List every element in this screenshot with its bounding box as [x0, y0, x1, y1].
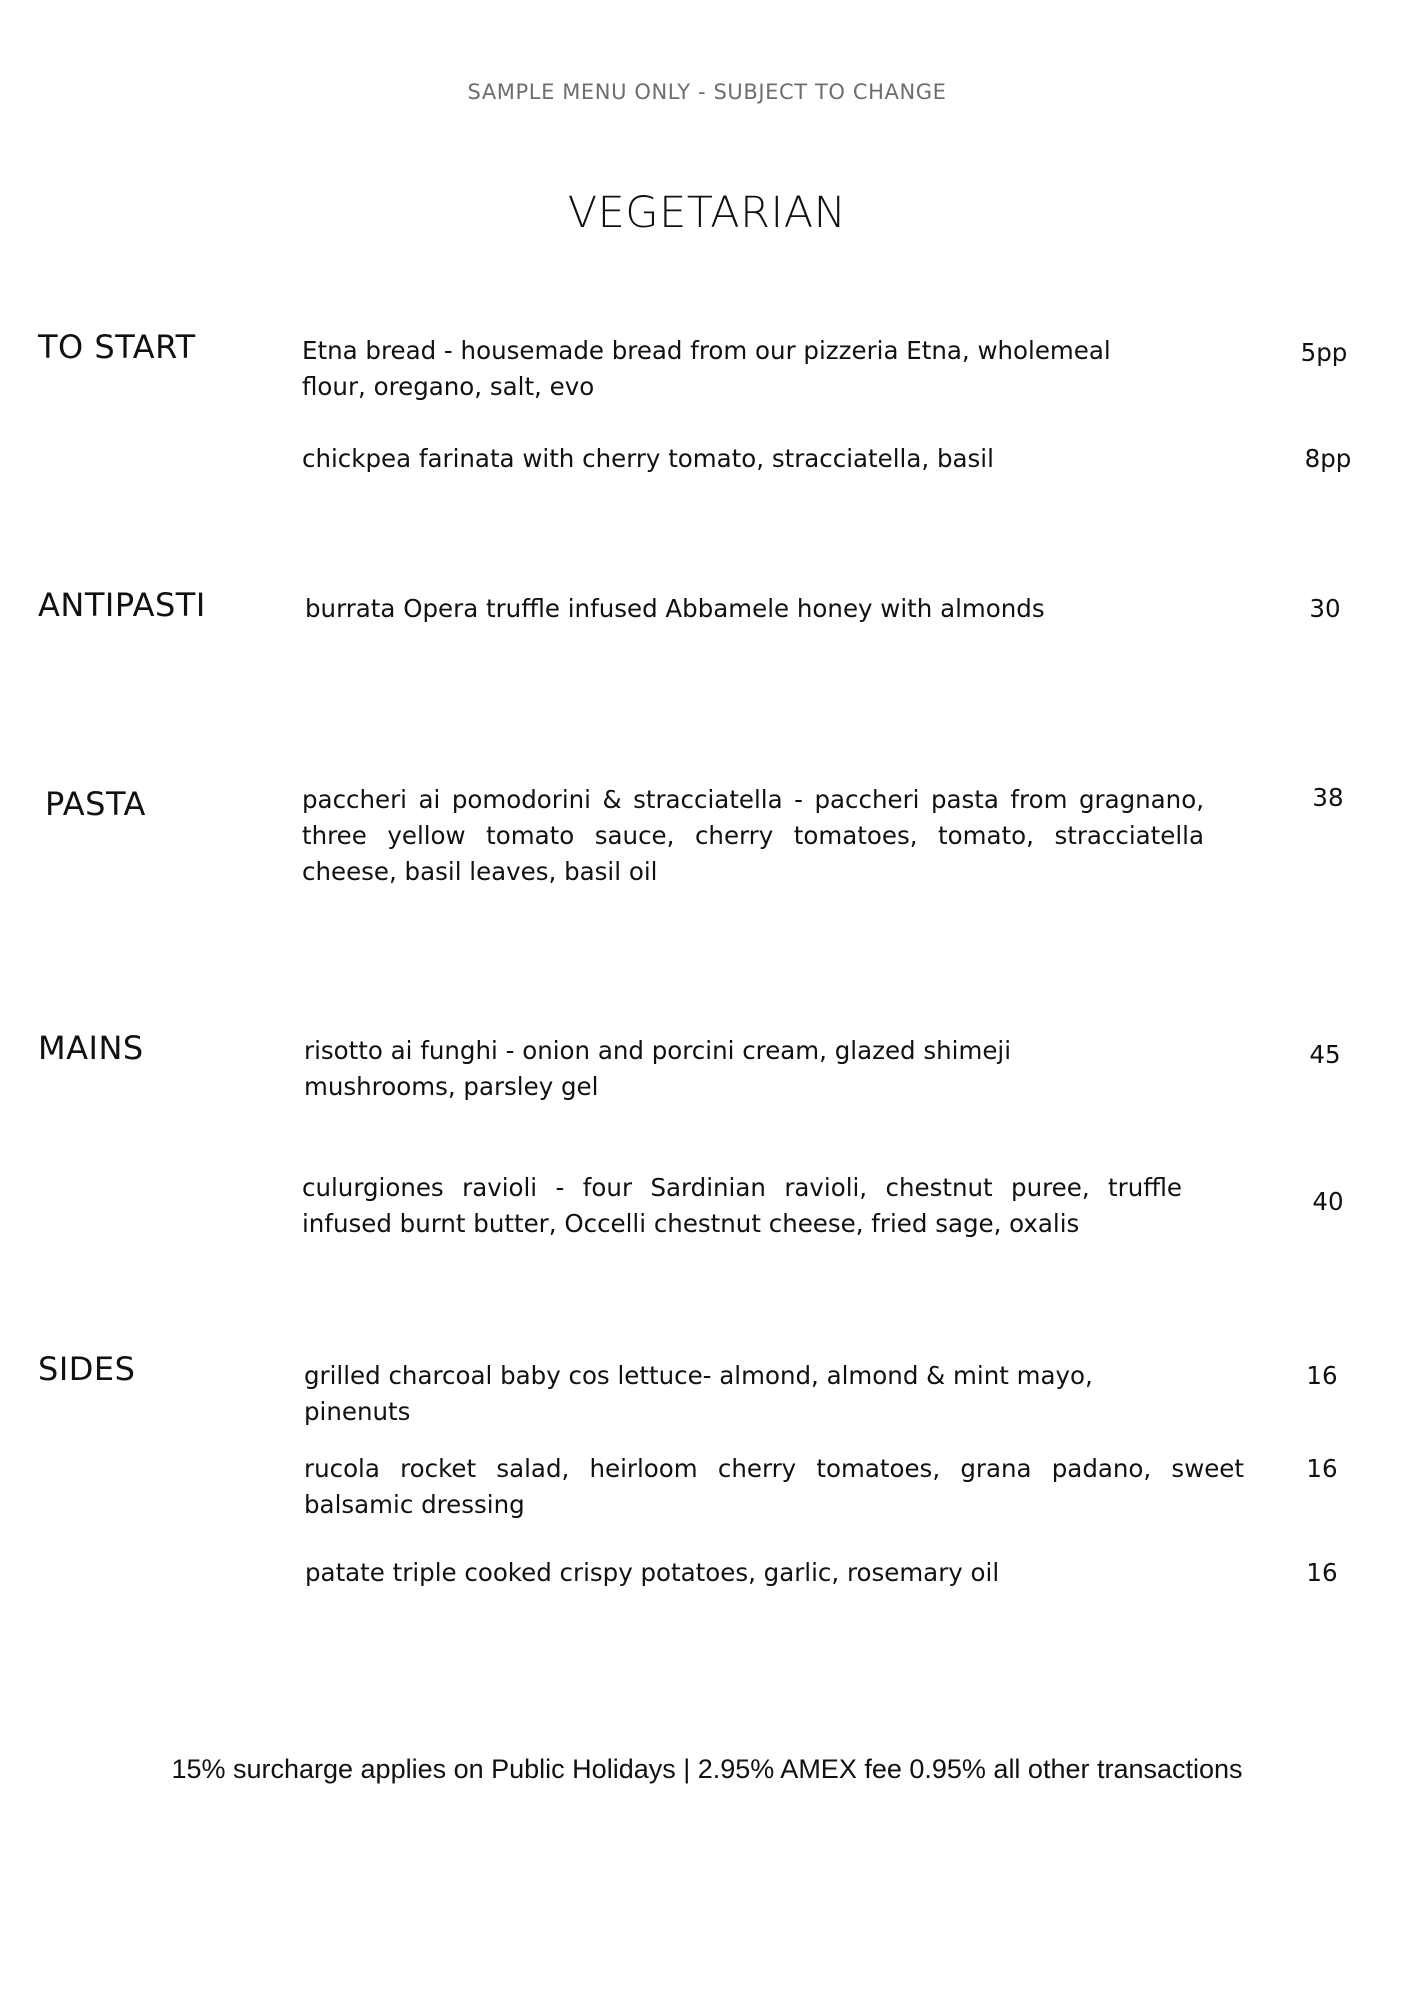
section-label-sides: SIDES: [38, 1350, 136, 1388]
menu-item-description: Etna bread - housemade bread from our pizzeria Etna, wholemeal flour, oregano, salt, evo: [302, 336, 1111, 401]
section-label-antipasti: ANTIPASTI: [38, 586, 206, 624]
menu-item-price: 38: [1312, 783, 1344, 812]
menu-item-price: 8pp: [1304, 444, 1352, 473]
menu-item-price: 5pp: [1300, 338, 1348, 367]
menu-item-price: 16: [1306, 1558, 1338, 1587]
menu-item-description: patate triple cooked crispy potatoes, garlic, rosemary oil: [305, 1558, 1000, 1587]
menu-item-price: 40: [1312, 1187, 1344, 1216]
section-label-pasta: PASTA: [45, 785, 146, 823]
section-label-mains: MAINS: [38, 1029, 144, 1067]
surcharge-note: 15% surcharge applies on Public Holidays | 2.95% AMEX fee 0.95% all other transactions: [171, 1754, 1243, 1784]
sample-menu-notice: SAMPLE MENU ONLY - SUBJECT TO CHANGE: [467, 80, 947, 104]
menu-item-description: rucola rocket salad, heirloom cherry tomatoes, grana padano, sweet balsamic dressing: [304, 1454, 1244, 1519]
menu-item-price: 16: [1306, 1454, 1338, 1483]
menu-item-price: 45: [1309, 1040, 1341, 1069]
menu-item-price: 30: [1309, 594, 1341, 623]
menu-item-description: risotto ai funghi - onion and porcini cream, glazed shimeji mushrooms, parsley gel: [304, 1036, 1012, 1101]
menu-title: VEGETARIAN: [567, 188, 847, 238]
menu-item-description: culurgiones ravioli - four Sardinian ravioli, chestnut puree, truffle infused burnt butter, Occelli chestnut cheese, fried sage, oxalis: [302, 1173, 1182, 1238]
menu-item-description: grilled charcoal baby cos lettuce- almond, almond & mint mayo, pinenuts: [304, 1361, 1093, 1426]
menu-item-description: burrata Opera truffle infused Abbamele honey with almonds: [305, 594, 1045, 623]
section-label-to-start: TO START: [38, 328, 196, 366]
menu-item-description: paccheri ai pomodorini & stracciatella - paccheri pasta from gragnano, three yellow tomato sauce, cherry tomatoes, tomato, stracciatella cheese, basil leaves, basil oil: [302, 785, 1204, 886]
menu-item-description: chickpea farinata with cherry tomato, stracciatella, basil: [302, 444, 994, 473]
menu-item-price: 16: [1306, 1361, 1338, 1390]
